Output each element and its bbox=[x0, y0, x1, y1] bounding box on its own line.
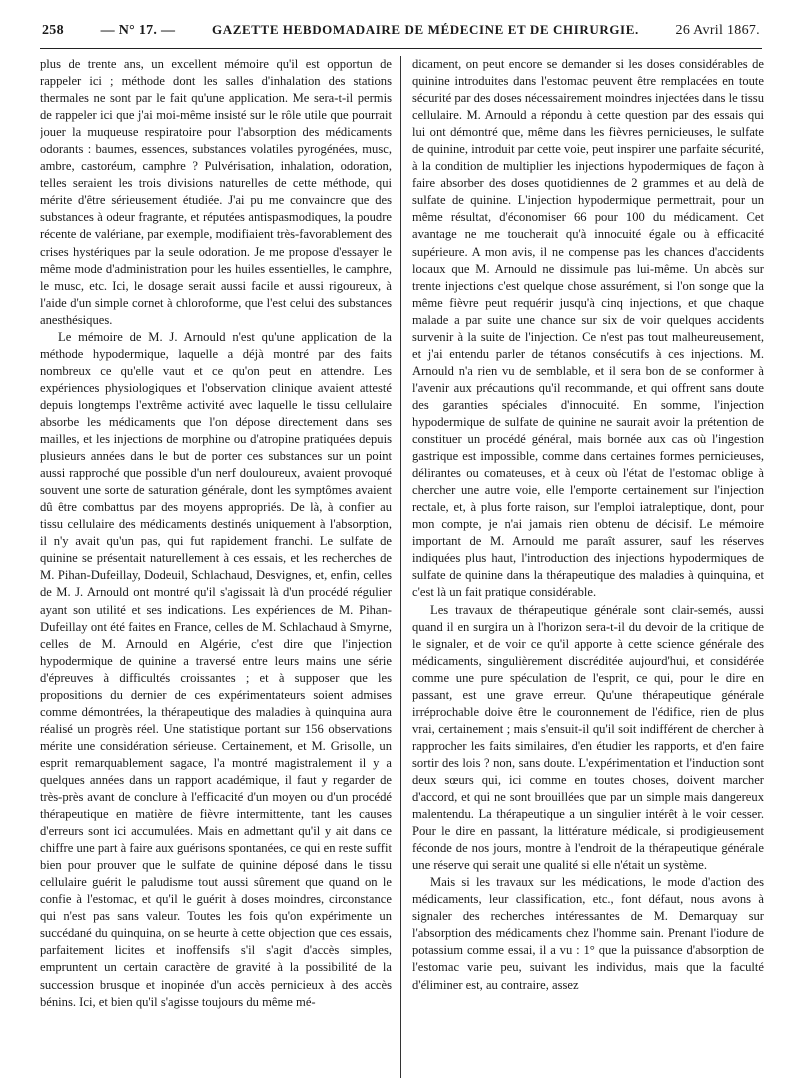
header-rule bbox=[40, 48, 762, 49]
page-number: 258 bbox=[42, 23, 64, 38]
column-divider bbox=[400, 56, 401, 1078]
journal-title: GAZETTE HEBDOMADAIRE DE MÉDECINE ET DE CHIRURGIE. bbox=[212, 22, 639, 37]
right-paragraph-2: Les travaux de thérapeutique générale sont clair-semés, aussi quand il en surgira un à l'horizon sera-t-il du devoir de la critique de le signaler, et de voir ce qu'il apporte à cette science générale des médicaments, singulièrement discréditée aujourd'hui, et considérée comme une pure spéculation de l'esprit, ce qui, pour le dire en passant, est une grave erreur. Qu'une thérapeutique générale irréprochable doive être le couronnement de l'édifice, rien de plus vrai, certainement ; mais s'ensuit-il qu'il soit indifférent de chercher à rapprocher les faits similaires, d'en étudier les rapports, et d'en faire sortir des lois ? non, sans doute. L'expérimentation et l'induction sont deux sœurs qui, ici comme en toutes choses, doivent marcher d'accord, et qui ne sont brouillées que par un simple mais dangereux malentendu. La thérapeutique a un singulier intérêt à le voir cesser. Pour le dire en passant, la littérature médicale, si prodigieusement féconde de nos jours, montre à l'endroit de la thérapeutique générale une réserve qui serait une qualité si elle n'était un système. bbox=[412, 602, 764, 873]
issue-date: 26 Avril 1867. bbox=[675, 23, 760, 38]
left-paragraph-2: Le mémoire de M. J. Arnould n'est qu'une application de la méthode hypodermique, laquelle a déjà montré par des faits nombreux ce qu'elle vaut et ce qu'on peut en attendre. Les expériences physiologiques et l'observation clinique avaient attesté depuis longtemps l'extrême activité avec laquelle le tissu cellulaire absorbe les médicaments que l'on dépose directement dans ses mailles, et les injections de morphine ou d'atropine pratiquées depuis plusieurs années dans le but de porter ces substances sur un point aussi rapproché que possible d'un nerf douloureux, avaient provoqué souvent une sorte de saturation générale, dont les symptômes avaient dû être combattus par des moyens appropriés. De là, à confier au tissu cellulaire des médicaments destinés uniquement à l'absorption, il n'y avait qu'un pas, qui fut rapidement franchi. Le sulfate de quinine se présentait naturellement à ces essais, et les recherches de M. Pihan-Dufeillay, Dodeuil, Schlachaud, Desvignes, et, enfin, celles de M. J. Arnould ont montré qu'il s'agissait là d'un procédé régulier ayant son utilité et ses indications. Les expériences de M. Pihan-Dufeillay ont été faites en France, celles de M. Schlachaud à Smyrne, celles de M. Arnould en Algérie, c'est dire que l'injection hypodermique de quinine a traversé entre leurs mains une série d'épreuves à difficultés croissantes ; et à supposer que les propositions du dernier de ces expérimentateurs soient admises comme démontrées, la thérapeutique des maladies à quinquina aura réalisé un progrès réel. Une statistique portant sur 156 observations mérite une considération sérieuse. Certainement, et M. Grisolle, un esprit remarquablement sagace, l'a montré magistralement il y a quelques années dans un rapport académique, il faut y regarder de très-près avant de conclure à l'efficacité d'un moyen ou d'un procédé thérapeutique en matière de fièvre intermittente, tant les causes d'erreurs sont ici accumulées. Mais en admettant qu'il y ait dans ce chiffre une part à faire aux guérisons spontanées, ce qui en reste suffit bien pour prouver que le sulfate de quinine déposé dans le tissu cellulaire guérit le paludisme tout aussi sûrement que quand on le confie à l'estomac, et qu'il le guérit à doses moindres, circonstance qui n'est pas sans valeur. Toutes les fois qu'on expérimente un succédané du quinquina, on se heurte à cette objection que ces essais, parfaitement licites et inoffensifs s'il s'agit d'accès simples, empruntent un certain caractère de gravité à la possibilité de la succession brusque et inopinée d'un accès pernicieux à des accès bénins. Ici, et bien qu'il s'agisse toujours du même mé- bbox=[40, 329, 392, 1009]
left-paragraph-1: plus de trente ans, un excellent mémoire qu'il est opportun de rappeler ici ; méthode dont les salles d'inhalation des stations thermales ne sont par le fait qu'une application. Me sera-t-il permis de rappeler ici que j'ai moi-même insisté sur le rôle utile que pourrait jouer la muqueuse respiratoire pour l'absorption des médicaments odorants : baumes, essences, substances volatiles pyrogénées, musc, ambre, castoréum, camphre ? Pulvérisation, inhalation, odoration, telles seraient les trois divisions naturelles de cette méthode, qui mérite d'être sérieusement étudiée. J'ai pu me convaincre que des substances à odeur fragrante, et réputées antispasmodiques, la poudre récente de valériane, par exemple, modifiaient très-favorablement des crises hystériques par la seule odoration. Je me propose d'essayer le même mode d'administration pour les huiles essentielles, le camphre, le musc, etc. Ici, le dosage serait aussi facile et aussi rigoureux, à l'aide d'un simple cornet à chloroforme, que l'est celui des substances anesthésiques. bbox=[40, 57, 392, 327]
right-column bbox=[412, 56, 764, 1076]
issue-number: — N° 17. — bbox=[100, 23, 176, 38]
article-columns bbox=[40, 56, 764, 1076]
right-paragraph-3: Mais si les travaux sur les médications, le mode d'action des médicaments, leur classification, etc., font défaut, nous avons à signaler des recherches intéressantes de M. Demarquay sur l'absorption des médicaments chez l'homme sain. Prenant l'iodure de potassium comme essai, il a vu : 1° que la puissance d'absorption de l'estomac varie peu, suivant les individus, mais que la faculté d'éliminer est, au contraire, assez bbox=[412, 875, 764, 992]
running-head bbox=[42, 22, 760, 44]
left-column bbox=[40, 56, 392, 1076]
right-paragraph-1: dicament, on peut encore se demander si les doses considérables de quinine introduites dans l'estomac peuvent être remplacées en toute sécurité par des doses nécessairement moindres injectées dans le tissu cellulaire. M. Arnould a répondu à cette question par des essais qui lui ont démontré que, même dans les fièvres pernicieuses, le sulfate de quinine, introduit par cette voie, peut inspirer une parfaite sécurité, à la condition de multiplier les injections hypodermiques de façon à faire absorber des doses quotidiennes de 2 grammes et au delà de sulfate de quinine. L'injection hypodermique permettrait, pour un même résultat, d'économiser 66 pour 100 du médicament. Cet avantage ne me toucherait qu'à innocuité égale ou à efficacité supérieure. A mon avis, il ne compense pas les chances d'accidents locaux que M. Arnould ne dissimule pas lui-même. Un abcès sur trente injections c'est quelque chose assurément, si l'on songe que la même fièvre peut requérir jusqu'à cinq injections, et que chaque malade a par suite une chance sur six de voir quelques accidents survenir à la suite de l'injection. Ce n'est pas tout malheureusement, et j'ai entendu parler de tétanos consécutifs à ces injections. M. Arnould n'a rien vu de semblable, et il sera bon de se conformer à l'avenir aux précautions qu'il recommande, et qui offrent sans doute des garanties spéciales d'innocuité. En somme, l'injection hypodermique de sulfate de quinine ne saurait avoir la prétention de constituer un procédé général, mais bornée aux cas où l'ingestion gastrique est impossible, comme dans certaines formes pernicieuses, délirantes ou comateuses, et à ceux où l'état de l'estomac oblige à chercher une autre voie, elle l'emporte certainement sur l'injection rectale, et, à plus forte raison, sur l'emploi iatraleptique, dont, pour mon compte, je n'ai jamais rien obtenu de décisif. Le mémoire important de M. Arnould me paraît assurer, sauf les réserves indiquées plus haut, l'introduction des injections hypodermiques de sulfate de quinine dans la thérapeutique des maladies à quinquina, et c'est là un fait pratique considérable. bbox=[412, 57, 764, 600]
